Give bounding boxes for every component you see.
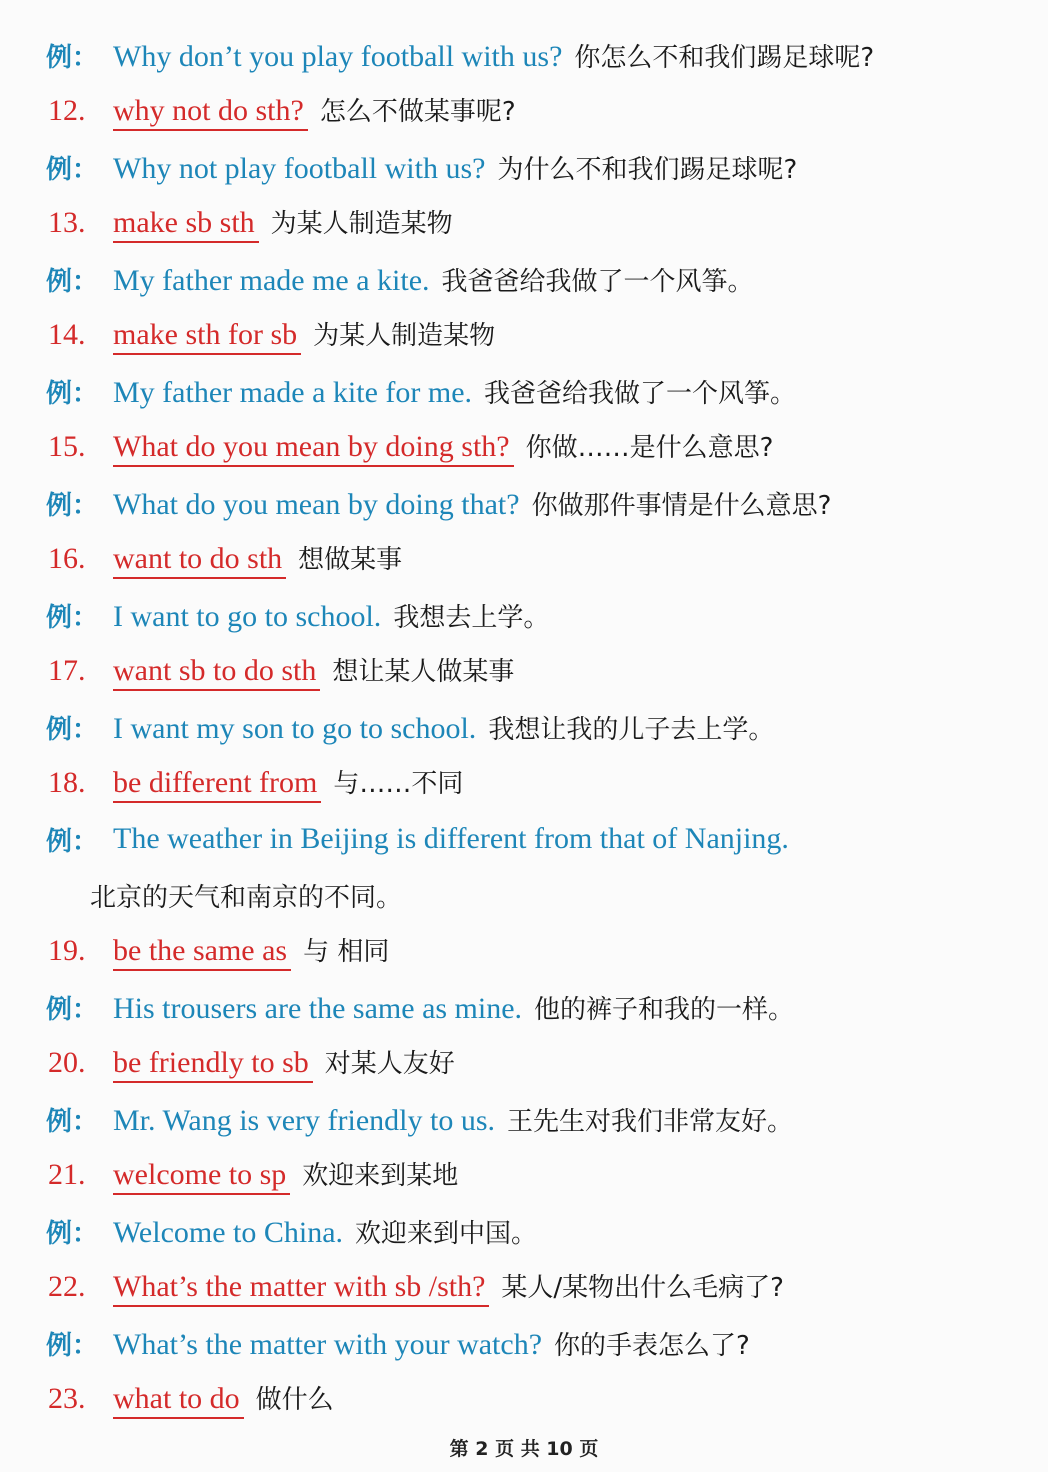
phrase-item: [0, 923, 1048, 979]
phrase-text: What do you mean by doing sth?: [113, 430, 514, 467]
example-sentence: Welcome to China.: [113, 1215, 344, 1249]
phrase-item: [0, 531, 1048, 587]
example-translation: 你的手表怎么了?: [554, 1330, 750, 1361]
page-footer: 第 2 页 共 10 页: [449, 1438, 599, 1460]
example-marker: 例：: [46, 826, 99, 857]
example-line: [0, 139, 1048, 195]
item-number: 16.: [48, 542, 86, 575]
phrase-text: be friendly to sb: [113, 1046, 313, 1083]
phrase-text: make sb sth: [113, 206, 259, 243]
example-marker: 例：: [46, 714, 99, 745]
phrase-text: what to do: [113, 1382, 244, 1419]
item-body: [113, 763, 463, 803]
item-body: [113, 1267, 784, 1307]
example-marker: 例：: [46, 266, 99, 297]
phrase-translation: 为某人制造某物: [270, 209, 453, 239]
phrase-item: [0, 1259, 1048, 1315]
example-translation: 我爸爸给我做了一个风筝。: [484, 378, 797, 409]
continuation-line: [0, 867, 1048, 923]
example-body: [113, 485, 831, 522]
example-body: [113, 37, 874, 74]
phrase-item: [0, 643, 1048, 699]
example-translation: 我爸爸给我做了一个风筝。: [441, 266, 754, 297]
example-line: [0, 251, 1048, 307]
phrase-item: [0, 1035, 1048, 1091]
example-body: [113, 373, 796, 410]
item-body: [113, 427, 773, 467]
item-body: [113, 315, 495, 355]
phrase-list: [0, 27, 1048, 1427]
phrase-translation: 对某人友好: [324, 1049, 455, 1079]
example-translation: 王先生对我们非常友好。: [507, 1106, 794, 1137]
item-body: [113, 203, 453, 243]
example-line: [0, 475, 1048, 531]
example-line: [0, 363, 1048, 419]
example-body: [113, 989, 794, 1026]
example-translation: 我想让我的儿子去上学。: [488, 714, 775, 745]
phrase-translation: 想让某人做某事: [332, 657, 515, 687]
item-body: [113, 651, 514, 691]
example-marker: 例：: [46, 994, 99, 1025]
item-number: 15.: [48, 430, 86, 463]
item-number: 21.: [48, 1158, 86, 1191]
item-number: 19.: [48, 934, 86, 967]
example-body: [113, 149, 797, 186]
example-translation: 我想去上学。: [393, 602, 550, 633]
phrase-item: [0, 419, 1048, 475]
phrase-translation: 为某人制造某物: [313, 321, 496, 351]
example-translation: 欢迎来到中国。: [355, 1218, 538, 1249]
phrase-translation: 欢迎来到某地: [302, 1161, 459, 1191]
phrase-text: be the same as: [113, 934, 291, 971]
example-sentence: His trousers are the same as mine.: [113, 991, 523, 1025]
phrase-translation: 做什么: [255, 1385, 334, 1415]
example-sentence: The weather in Beijing is different from that of Nanjing.: [113, 822, 789, 855]
example-body: [113, 1325, 750, 1362]
example-line: [0, 1091, 1048, 1147]
example-line: [0, 1203, 1048, 1259]
example-marker: 例：: [46, 1330, 99, 1361]
item-body: [113, 91, 516, 131]
item-body: [113, 1379, 334, 1419]
item-body: [113, 539, 402, 579]
phrase-item: [0, 1371, 1048, 1427]
phrase-text: welcome to sp: [113, 1158, 290, 1195]
example-sentence: Why don’t you play football with us?: [113, 39, 563, 73]
item-number: 14.: [48, 318, 86, 351]
example-translation: 你做那件事情是什么意思?: [531, 490, 832, 521]
example-translation: 北京的天气和南京的不同。: [90, 882, 403, 913]
phrase-translation: 与……不同: [333, 769, 464, 799]
example-body: [113, 1213, 537, 1250]
item-number: 18.: [48, 766, 86, 799]
item-number: 12.: [48, 94, 86, 127]
example-marker: 例：: [46, 1218, 99, 1249]
phrase-item: [0, 755, 1048, 811]
item-body: [113, 1043, 455, 1083]
example-marker: 例：: [46, 602, 99, 633]
example-marker: 例：: [46, 154, 99, 185]
item-body: [113, 931, 389, 971]
example-line: [0, 979, 1048, 1035]
example-sentence: What’s the matter with your watch?: [113, 1327, 543, 1361]
example-translation: 他的裤子和我的一样。: [534, 994, 795, 1025]
example-translation: 为什么不和我们踢足球呢?: [497, 154, 798, 185]
example-marker: 例：: [46, 378, 99, 409]
phrase-text: be different from: [113, 766, 321, 803]
phrase-translation: 怎么不做某事呢?: [319, 97, 516, 127]
example-body: [113, 1101, 793, 1138]
phrase-text: What’s the matter with sb /sth?: [113, 1270, 489, 1307]
example-body: [113, 597, 549, 634]
phrase-text: make sth for sb: [113, 318, 301, 355]
item-number: 13.: [48, 206, 86, 239]
item-number: 20.: [48, 1046, 86, 1079]
example-body: [113, 822, 789, 856]
example-marker: 例：: [46, 490, 99, 521]
example-line: [0, 699, 1048, 755]
phrase-text: want sb to do sth: [113, 654, 320, 691]
example-sentence: Mr. Wang is very friendly to us.: [113, 1103, 495, 1137]
phrase-item: [0, 307, 1048, 363]
example-translation: 你怎么不和我们踢足球呢?: [574, 42, 875, 73]
example-marker: 例：: [46, 42, 99, 73]
item-number: 17.: [48, 654, 86, 687]
item-number: 22.: [48, 1270, 86, 1303]
example-line: [0, 1315, 1048, 1371]
example-sentence: Why not play football with us?: [113, 151, 486, 185]
example-sentence: What do you mean by doing that?: [113, 487, 520, 521]
example-line: [0, 811, 1048, 867]
example-sentence: I want to go to school.: [113, 599, 382, 633]
example-marker: 例：: [46, 1106, 99, 1137]
phrase-item: [0, 83, 1048, 139]
example-sentence: My father made a kite for me.: [113, 375, 473, 409]
phrase-item: [0, 1147, 1048, 1203]
example-line: [0, 587, 1048, 643]
example-body: [113, 709, 774, 746]
phrase-item: [0, 195, 1048, 251]
phrase-text: why not do sth?: [113, 94, 308, 131]
phrase-translation: 想做某事: [298, 545, 403, 575]
item-body: [113, 1155, 458, 1195]
example-sentence: My father made me a kite.: [113, 263, 430, 297]
phrase-text: want to do sth: [113, 542, 286, 579]
item-number: 23.: [48, 1382, 86, 1415]
example-line: [0, 27, 1048, 83]
phrase-translation: 与 相同: [303, 937, 390, 967]
example-body: [113, 261, 754, 298]
example-sentence: I want my son to go to school.: [113, 711, 477, 745]
phrase-translation: 你做……是什么意思?: [525, 433, 774, 463]
phrase-translation: 某人/某物出什么毛病了?: [501, 1273, 784, 1303]
